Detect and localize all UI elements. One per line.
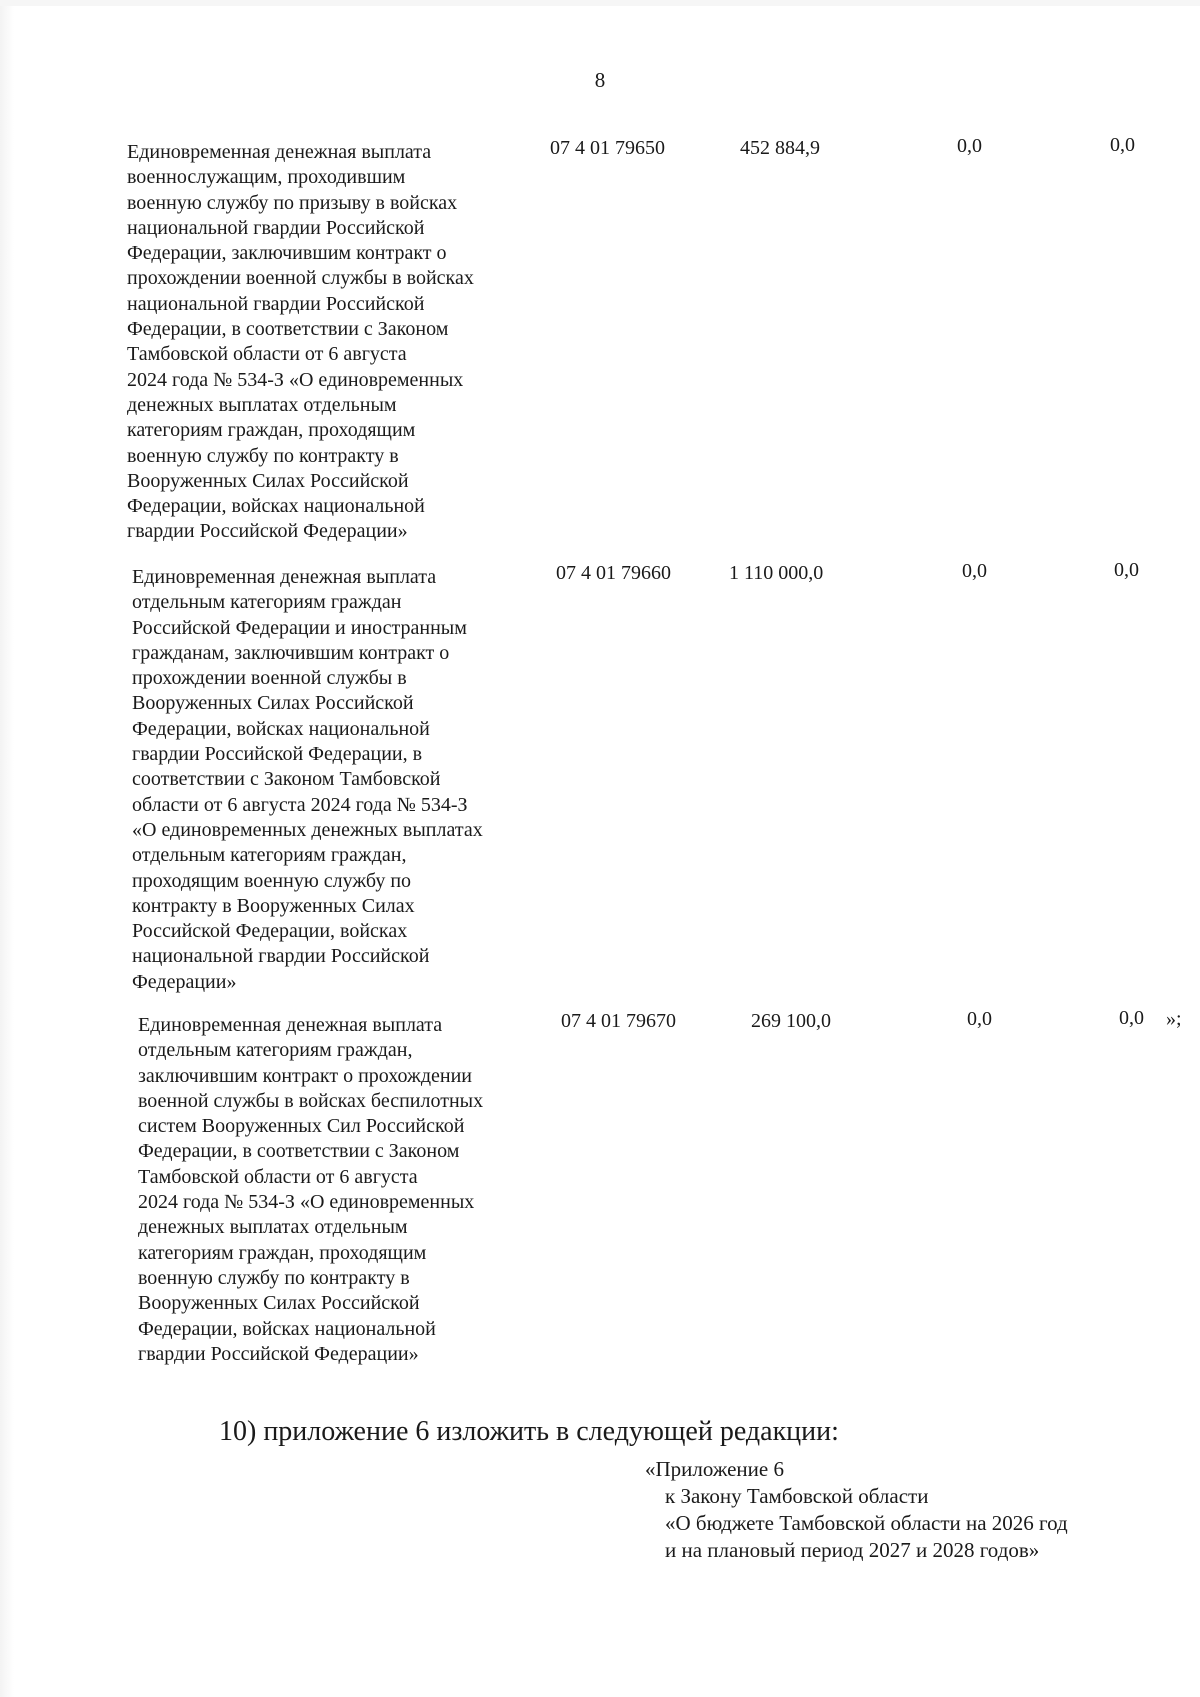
row-name-line: гражданам, заключившим контракт о: [132, 641, 450, 664]
row-name-line: гвардии Российской Федерации»: [138, 1342, 419, 1365]
row-name-line: категориям граждан, проходящим: [127, 419, 416, 442]
row-code: 07 4 01 79670: [561, 1010, 676, 1032]
amendment-item-heading: 10) приложение 6 изложить в следующей редакции:: [219, 1416, 839, 1447]
row-name-line: контракту в Вооруженных Силах: [132, 894, 415, 917]
row-name: [127, 140, 527, 545]
row-name-line: Федерации»: [132, 970, 237, 993]
row-name-line: Вооруженных Силах Российской: [132, 692, 414, 715]
row-name-line: области от 6 августа 2024 года № 534-З: [132, 793, 468, 816]
appendix-law-title: «О бюджете Тамбовской области на 2026 год: [665, 1511, 1068, 1535]
row-name-line: гвардии Российской Федерации, в: [132, 743, 423, 766]
row-code: 07 4 01 79650: [550, 137, 665, 159]
appendix-title: «Приложение 6: [645, 1457, 784, 1481]
row-name-line: заключившим контракт о прохождении: [138, 1064, 473, 1087]
row-name-line: соответствии с Законом Тамбовской: [132, 768, 441, 791]
row-year3-amount: 0,0: [1114, 559, 1139, 581]
row-name-line: прохождении военной службы в: [132, 667, 407, 690]
row-name-line: военную службу по контракту в: [127, 444, 399, 467]
row-name-line: военную службу по контракту в: [138, 1266, 410, 1289]
row-name-line: Федерации, войсках национальной: [132, 717, 430, 740]
row-name-line: 2024 года № 534-З «О единовременных: [138, 1191, 475, 1214]
row-name-line: 2024 года № 534-З «О единовременных: [127, 368, 464, 391]
scan-edge-top: [0, 0, 1200, 6]
row-name-line: денежных выплатах отдельным: [138, 1216, 408, 1239]
row-name-line: национальной гвардии Российской: [127, 292, 425, 315]
row-name-line: «О единовременных денежных выплатах: [132, 818, 483, 841]
appendix-law-period: и на плановый период 2027 и 2028 годов»: [665, 1538, 1040, 1562]
appendix-law-reference: к Закону Тамбовской области: [665, 1484, 929, 1508]
row-name: [138, 1013, 538, 1367]
scan-edge-left: [0, 0, 14, 1697]
row-name-line: Федерации, в соответствии с Законом: [138, 1140, 460, 1163]
row-year2-amount: 0,0: [967, 1008, 992, 1030]
row-name-line: Федерации, в соответствии с Законом: [127, 318, 449, 341]
row-name-line: Тамбовской области от 6 августа: [138, 1165, 418, 1188]
row-name-line: денежных выплатах отдельным: [127, 393, 397, 416]
row-name-line: систем Вооруженных Сил Российской: [138, 1115, 465, 1138]
row-name-line: Российской Федерации, войсках: [132, 920, 408, 943]
row-amount: 452 884,9: [740, 137, 820, 159]
row-name-line: Российской Федерации и иностранным: [132, 616, 467, 639]
row-name-line: гвардии Российской Федерации»: [127, 520, 408, 543]
closing-quote-mark: »;: [1166, 1008, 1182, 1030]
row-name-line: Федерации, войсках национальной: [127, 495, 425, 518]
row-name-line: национальной гвардии Российской: [132, 945, 430, 968]
row-name-line: национальной гвардии Российской: [127, 216, 425, 239]
row-name-line: Единовременная денежная выплата: [127, 141, 432, 163]
row-year3-amount: 0,0: [1110, 134, 1135, 156]
row-name-line: отдельным категориям граждан,: [138, 1039, 413, 1062]
row-name-line: проходящим военную службу по: [132, 869, 412, 892]
row-name-line: Федерации, заключившим контракт о: [127, 242, 447, 265]
row-name-line: Федерации, войсках национальной: [138, 1317, 436, 1340]
row-name-line: Тамбовской области от 6 августа: [127, 343, 407, 366]
row-year2-amount: 0,0: [957, 135, 982, 157]
row-amount: 269 100,0: [751, 1010, 831, 1032]
row-name-line: прохождении военной службы в войсках: [127, 267, 474, 290]
row-name-line: Единовременная денежная выплата: [138, 1014, 443, 1036]
page-number: 8: [594, 68, 606, 92]
row-name-line: Единовременная денежная выплата: [132, 566, 437, 588]
row-name-line: Вооруженных Силах Российской: [138, 1292, 420, 1315]
row-name-line: отдельным категориям граждан,: [132, 844, 407, 867]
appendix-header: [645, 1456, 1068, 1564]
row-name-line: категориям граждан, проходящим: [138, 1241, 427, 1264]
row-year2-amount: 0,0: [962, 560, 987, 582]
row-name: [132, 565, 532, 995]
row-name-line: военнослужащим, проходившим: [127, 166, 406, 189]
row-name-line: военную службу по призыву в войсках: [127, 191, 458, 214]
row-name-line: военной службы в войсках беспилотных: [138, 1089, 484, 1112]
row-name-line: отдельным категориям граждан: [132, 591, 402, 614]
row-amount: 1 110 000,0: [729, 562, 824, 584]
row-code: 07 4 01 79660: [556, 562, 671, 584]
row-year3-amount: 0,0: [1119, 1007, 1144, 1029]
row-name-line: Вооруженных Силах Российской: [127, 469, 409, 492]
